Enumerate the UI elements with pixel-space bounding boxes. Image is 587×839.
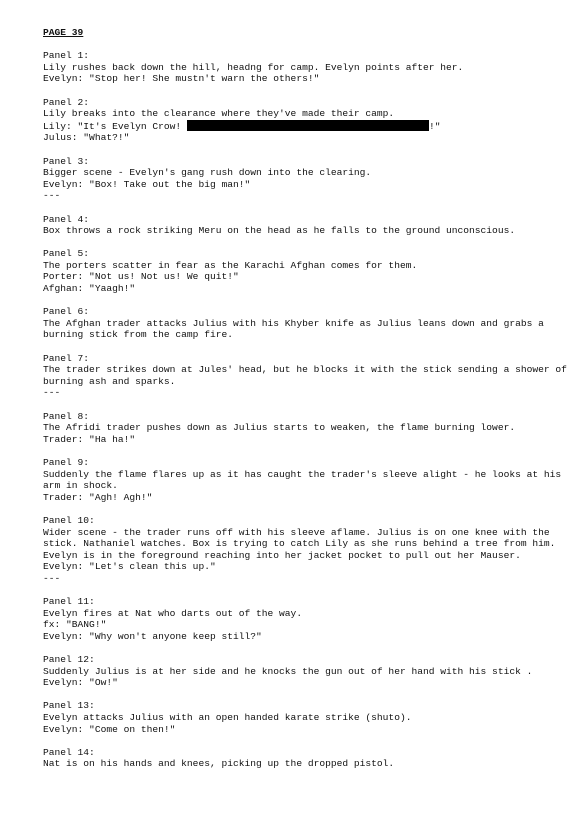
panel-block <box>43 352 567 399</box>
panel-line: arm in shock. <box>43 480 118 492</box>
panel-line: burning stick from the camp fire. <box>43 329 233 341</box>
panel-block <box>43 747 563 770</box>
panel-block <box>43 700 563 735</box>
panel-line: stick. Nathaniel watches. Box is trying to catch Lily as she runs behind a tree from him. <box>43 538 556 550</box>
panel-heading: Panel 5: <box>43 248 90 260</box>
panel-block <box>43 306 563 341</box>
panel-line: The trader strikes down at Jules' head, but he blocks it with the stick sending a shower of <box>43 364 567 376</box>
panel-heading: Panel 4: <box>43 213 90 225</box>
panel-line: Evelyn is in the foreground reaching into her jacket pocket to pull out her Mauser. <box>43 549 521 561</box>
panel-heading: Panel 3: <box>43 155 90 167</box>
panel-heading: Panel 2: <box>43 96 90 108</box>
panel-heading: Panel 6: <box>43 306 90 318</box>
scene-separator: --- <box>43 387 61 399</box>
panel-line: Evelyn: "Why won't anyone keep still?" <box>43 630 262 642</box>
panel-line: Box throws a rock striking Meru on the head as he falls to the ground unconscious. <box>43 225 516 237</box>
panel-line: Lily breaks into the clearance where they've made their camp. <box>43 108 395 120</box>
panel-line: Afghan: "Yaagh!" <box>43 283 136 295</box>
panel-line: Nat is on his hands and knees, picking up the dropped pistol. <box>43 758 395 770</box>
panel-block <box>43 248 563 294</box>
panel-line: Suddenly the flame flares up as it has caught the trader's sleeve alight - he looks at his <box>43 468 562 480</box>
panel-heading: Panel 8: <box>43 410 90 422</box>
scene-separator: --- <box>43 572 61 584</box>
panel-heading: Panel 9: <box>43 456 90 468</box>
panel-block <box>43 654 563 689</box>
redaction-bar <box>187 120 429 131</box>
panel-block <box>43 596 563 642</box>
panel-block <box>43 156 563 202</box>
panel-line: Bigger scene - Evelyn's gang rush down into the clearing. <box>43 167 372 179</box>
panel-block <box>43 50 563 85</box>
panel-line: Evelyn: "Let's clean this up." <box>43 561 216 573</box>
panel-line: Evelyn: "Ow!" <box>43 677 118 689</box>
panel-heading: Panel 7: <box>43 352 90 364</box>
panel-heading: Panel 11: <box>43 596 95 608</box>
panel-line: Julus: "What?!" <box>43 132 130 144</box>
panel-line: Wider scene - the trader runs off with his sleeve aflame. Julius is on one knee with the <box>43 526 550 538</box>
panel-line: fx: "BANG!" <box>43 619 107 631</box>
panel-line: Porter: "Not us! Not us! We quit!" <box>43 271 239 283</box>
panel-block <box>43 457 563 503</box>
panel-line: The Afghan trader attacks Julius with his Khyber knife as Julius leans down and grabs a <box>43 317 544 329</box>
dialogue-text-before: Lily: "It's Evelyn Crow! <box>43 120 187 132</box>
panel-list <box>43 50 567 770</box>
panel-heading: Panel 10: <box>43 514 95 526</box>
panel-heading: Panel 1: <box>43 50 90 62</box>
panel-line: Suddenly Julius is at her side and he knocks the gun out of her hand with his stick . <box>43 665 533 677</box>
panel-line: Lily rushes back down the hill, headng for camp. Evelyn points after her. <box>43 61 464 73</box>
page-title: PAGE 39 <box>43 27 84 38</box>
panel-line: Evelyn: "Come on then!" <box>43 723 176 735</box>
panel-line: Trader: "Ha ha!" <box>43 433 136 445</box>
panel-line: burning ash and sparks. <box>43 375 176 387</box>
panel-line: The porters scatter in fear as the Karachi Afghan comes for them. <box>43 259 418 271</box>
panel-block <box>43 97 563 144</box>
dialogue-text-after: !" <box>428 120 441 132</box>
panel-heading: Panel 12: <box>43 654 95 666</box>
panel-line: Trader: "Agh! Agh!" <box>43 491 153 503</box>
panel-block <box>43 411 563 446</box>
panel-block <box>43 214 563 237</box>
script-page <box>43 27 567 782</box>
panel-line: Evelyn fires at Nat who darts out of the way. <box>43 607 303 619</box>
redacted-dialogue-line <box>43 120 563 133</box>
panel-line: The Afridi trader pushes down as Julius starts to weaken, the flame burning lower. <box>43 422 516 434</box>
panel-heading: Panel 14: <box>43 746 95 758</box>
scene-separator: --- <box>43 190 61 202</box>
panel-line: Evelyn: "Stop her! She mustn't warn the others!" <box>43 73 320 85</box>
panel-heading: Panel 13: <box>43 700 95 712</box>
panel-line: Evelyn attacks Julius with an open handed karate strike (shuto). <box>43 712 412 724</box>
panel-line: Evelyn: "Box! Take out the big man!" <box>43 178 251 190</box>
panel-block <box>43 515 563 585</box>
